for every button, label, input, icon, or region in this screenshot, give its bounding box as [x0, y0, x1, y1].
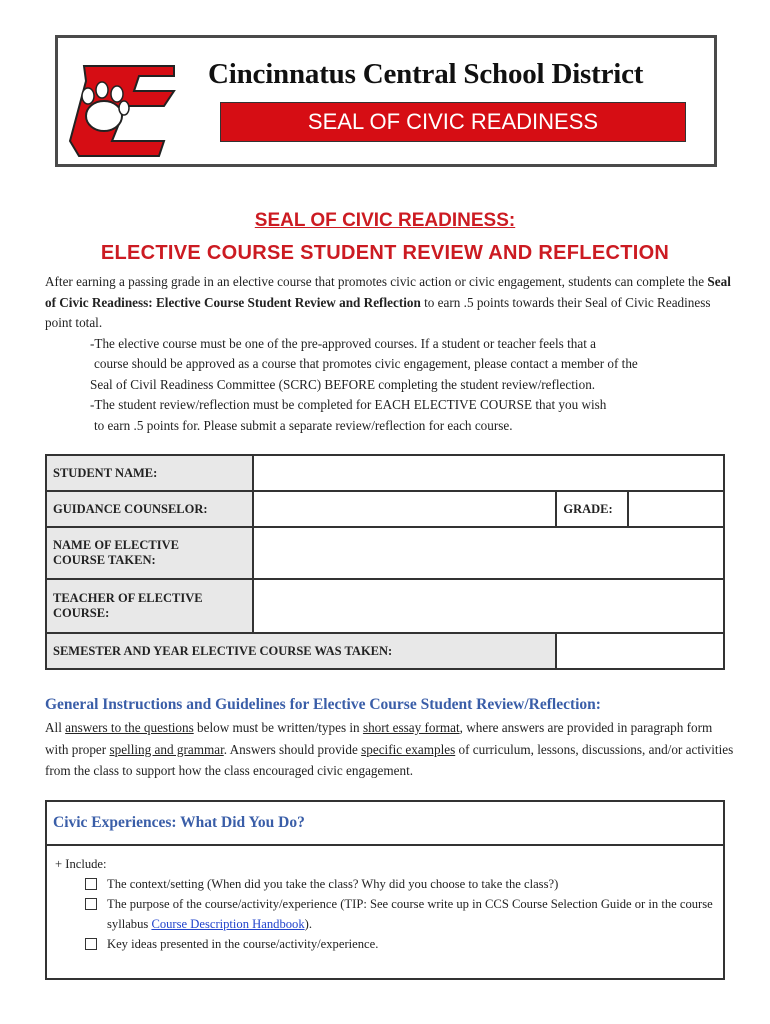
intro-bullet-1: -The elective course must be one of the pre-approved courses. If a student or teacher feels that a course should be approved as a course that promotes civic engagement, please contact a member of the Seal of Civil Readiness Committee (SCRC) BEFORE completing the student review/reflection. [90, 335, 638, 392]
page-title: SEAL OF CIVIC READINESS: [254, 210, 516, 231]
course-handbook-link[interactable]: Course Description Handbook [151, 917, 305, 931]
grade-field[interactable] [628, 491, 724, 527]
course-name-field[interactable] [253, 527, 724, 579]
include-label: + Include: [55, 857, 107, 871]
civic-body [47, 846, 723, 962]
checkbox-icon[interactable] [85, 938, 97, 950]
civic-heading: Civic Experiences: What Did You Do? [47, 802, 723, 846]
student-name-field[interactable] [253, 455, 724, 491]
header-box [55, 35, 717, 167]
page-subtitle: ELECTIVE COURSE STUDENT REVIEW AND REFLECTION [100, 242, 670, 264]
semester-field[interactable] [556, 633, 724, 669]
student-info-table [45, 454, 725, 670]
checkbox-icon[interactable] [85, 878, 97, 890]
guidelines-title: General Instructions and Guidelines for Elective Course Student Review/Reflection: [45, 696, 601, 713]
intro-section [45, 272, 735, 436]
semester-label: SEMESTER AND YEAR ELECTIVE COURSE WAS TAKEN: [46, 633, 556, 669]
checkbox-icon[interactable] [85, 898, 97, 910]
teacher-field[interactable] [253, 579, 724, 633]
checklist-item-key-ideas: Key ideas presented in the course/activity/experience. [55, 934, 715, 954]
seal-banner: SEAL OF CIVIC READINESS [220, 102, 686, 142]
student-name-label: STUDENT NAME: [46, 455, 253, 491]
civic-experiences-box [45, 800, 725, 980]
checklist-item-purpose: The purpose of the course/activity/experience (TIP: See course write up in CCS Course Selection Guide or in the course syllabus Course Description Handbook). [55, 894, 715, 934]
intro-bullet-2: -The student review/reflection must be completed for EACH ELECTIVE COURSE that you wish to earn .5 points for. Please submit a separate review/reflection for each course. [90, 397, 607, 433]
guidance-counselor-field[interactable] [253, 491, 557, 527]
course-name-label: NAME OF ELECTIVE COURSE TAKEN: [46, 527, 253, 579]
guidelines-text: All answers to the questions below must be written/types in short essay format, where answers are provided in paragraph form with proper spelling and grammar. Answers should provide specific examples of curriculum, lessons, discussions, and/or activities from the class to support how the class encouraged civic engagement. [45, 720, 734, 778]
guidance-counselor-label: GUIDANCE COUNSELOR: [46, 491, 253, 527]
teacher-label: TEACHER OF ELECTIVE COURSE: [46, 579, 253, 633]
district-name: Cincinnatus Central School District [208, 58, 644, 90]
checklist-item-context: The context/setting (When did you take the class? Why did you choose to take the class?) [55, 874, 715, 894]
intro-paragraph: After earning a passing grade in an elective course that promotes civic action or civic engagement, students can complete the Seal of Civic Readiness: Elective Course Student Review and Reflection to earn .5 points towards their Seal of Civic Readiness point total. [45, 274, 731, 330]
bearcat-paw-logo [64, 46, 184, 161]
grade-label: GRADE: [556, 491, 628, 527]
